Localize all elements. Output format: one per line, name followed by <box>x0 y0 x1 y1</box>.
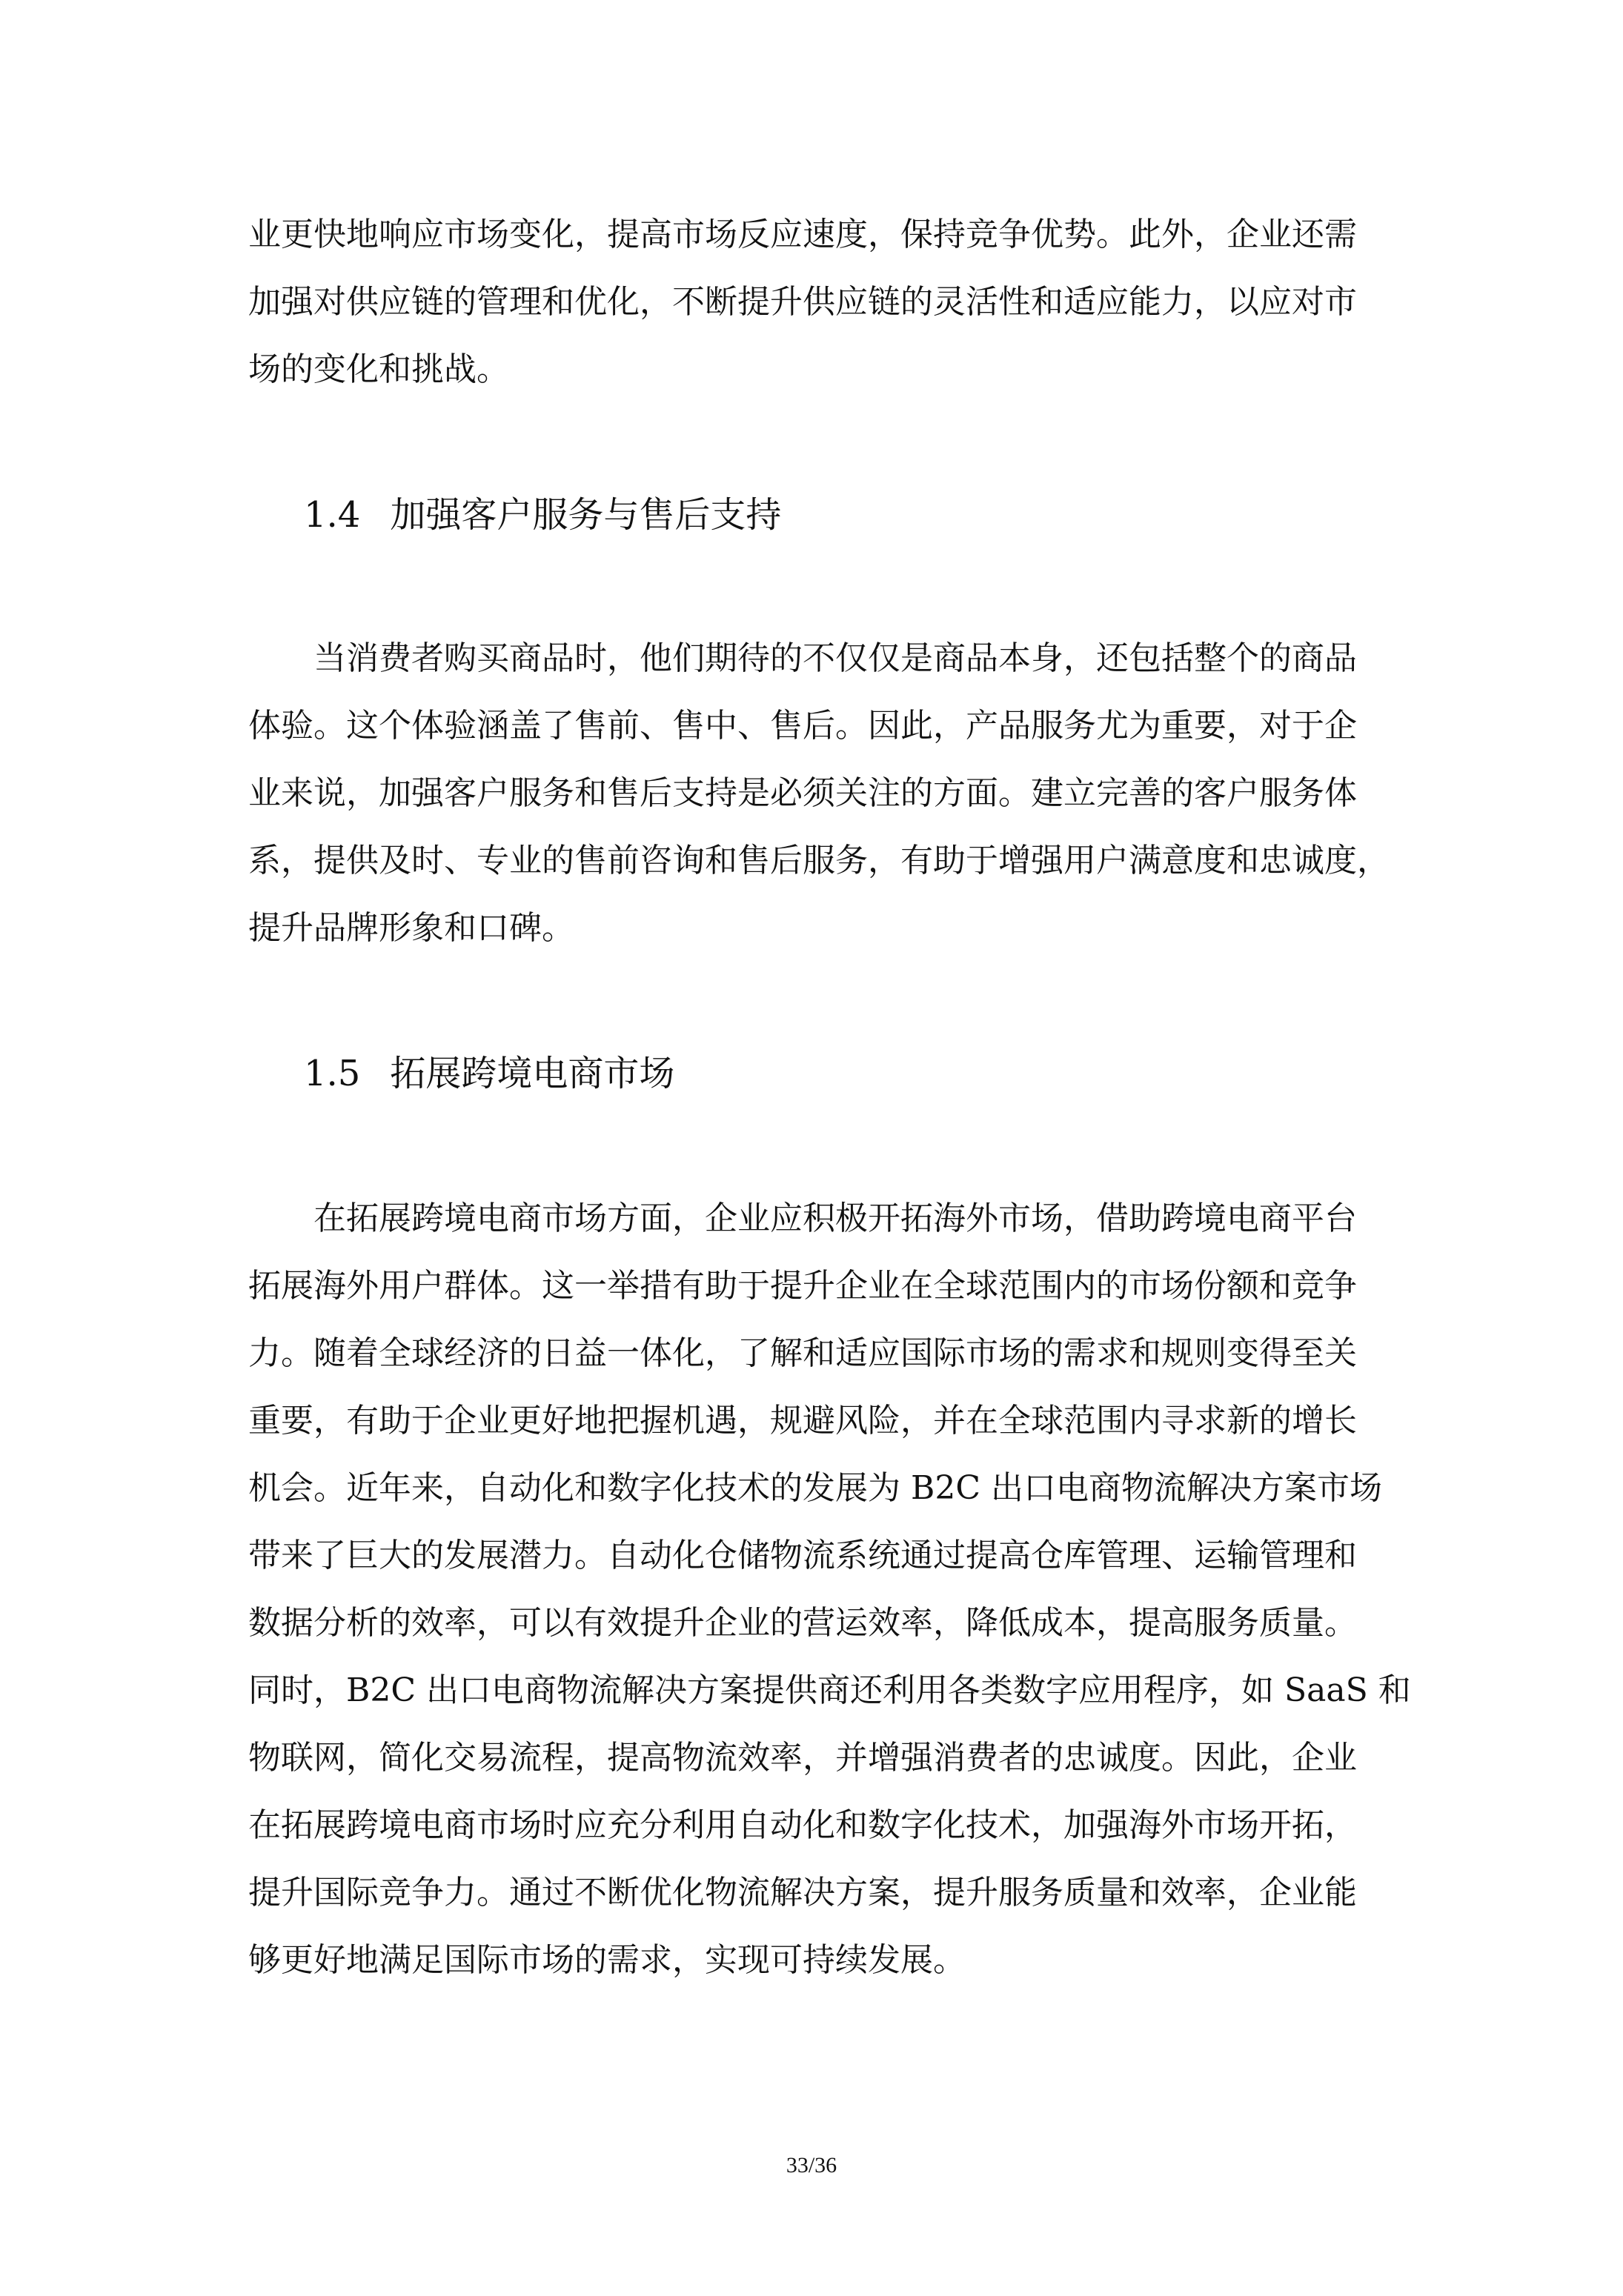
text-line: 加强对供应链的管理和优化，不断提升供应链的灵活性和适应能力，以应对市 <box>248 283 1357 321</box>
section-heading-1-4 <box>304 493 781 537</box>
text-line: 物联网，简化交易流程，提高物流效率，并增强消费者的忠诚度。因此，企业 <box>248 1739 1357 1777</box>
section-heading-1-5 <box>304 1051 674 1096</box>
text-line: 机会。近年来，自动化和数字化技术的发展为 B2C 出口电商物流解决方案市场 <box>248 1469 1382 1507</box>
paragraph-cross-border <box>248 1185 1411 1994</box>
section-number: 1.4 <box>304 494 361 536</box>
text-line: 场的变化和挑战。 <box>248 350 509 388</box>
text-line: 业更快地响应市场变化，提高市场反应速度，保持竞争优势。此外，企业还需 <box>248 216 1357 253</box>
text-line: 业来说，加强客户服务和售后支持是必须关注的方面。建立完善的客户服务体 <box>248 774 1357 812</box>
text-line: 数据分析的效率，可以有效提升企业的营运效率，降低成本，提高服务质量。 <box>248 1604 1357 1642</box>
text-line: 提升国际竞争力。通过不断优化物流解决方案，提升服务质量和效率，企业能 <box>248 1874 1357 1911</box>
paragraph-customer-service <box>248 625 1390 962</box>
text-line: 够更好地满足国际市场的需求，实现可持续发展。 <box>248 1941 966 1979</box>
section-title: 拓展跨境电商市场 <box>390 1053 675 1094</box>
paragraph-continuation <box>248 201 1390 403</box>
text-line: 重要，有助于企业更好地把握机遇，规避风险，并在全球范围内寻求新的增长 <box>248 1402 1357 1440</box>
text-line: 力。随着全球经济的日益一体化，了解和适应国际市场的需求和规则变得至关 <box>248 1334 1357 1372</box>
text-line: 当消费者购买商品时，他们期待的不仅仅是商品本身，还包括整个的商品 <box>313 639 1357 677</box>
section-title: 加强客户服务与售后支持 <box>390 494 782 536</box>
text-line: 系，提供及时、专业的售前咨询和售后服务，有助于增强用户满意度和忠诚度， <box>248 842 1390 879</box>
page-number: 33/36 <box>786 2153 837 2177</box>
text-line: 拓展海外用户群体。这一举措有助于提升企业在全球范围内的市场份额和竞争 <box>248 1267 1357 1305</box>
text-line: 在拓展跨境电商市场时应充分利用自动化和数字化技术，加强海外市场开拓， <box>248 1806 1357 1844</box>
text-line: 体验。这个体验涵盖了售前、售中、售后。因此，产品服务尤为重要，对于企 <box>248 707 1357 745</box>
section-number: 1.5 <box>304 1053 361 1094</box>
text-line: 提升品牌形象和口碑。 <box>248 909 574 947</box>
text-line: 同时，B2C 出口电商物流解决方案提供商还利用各类数字应用程序，如 SaaS 和 <box>248 1671 1411 1709</box>
text-line: 带来了巨大的发展潜力。自动化仓储物流系统通过提高仓库管理、运输管理和 <box>248 1537 1357 1574</box>
text-line: 在拓展跨境电商市场方面，企业应积极开拓海外市场，借助跨境电商平台 <box>313 1199 1357 1237</box>
